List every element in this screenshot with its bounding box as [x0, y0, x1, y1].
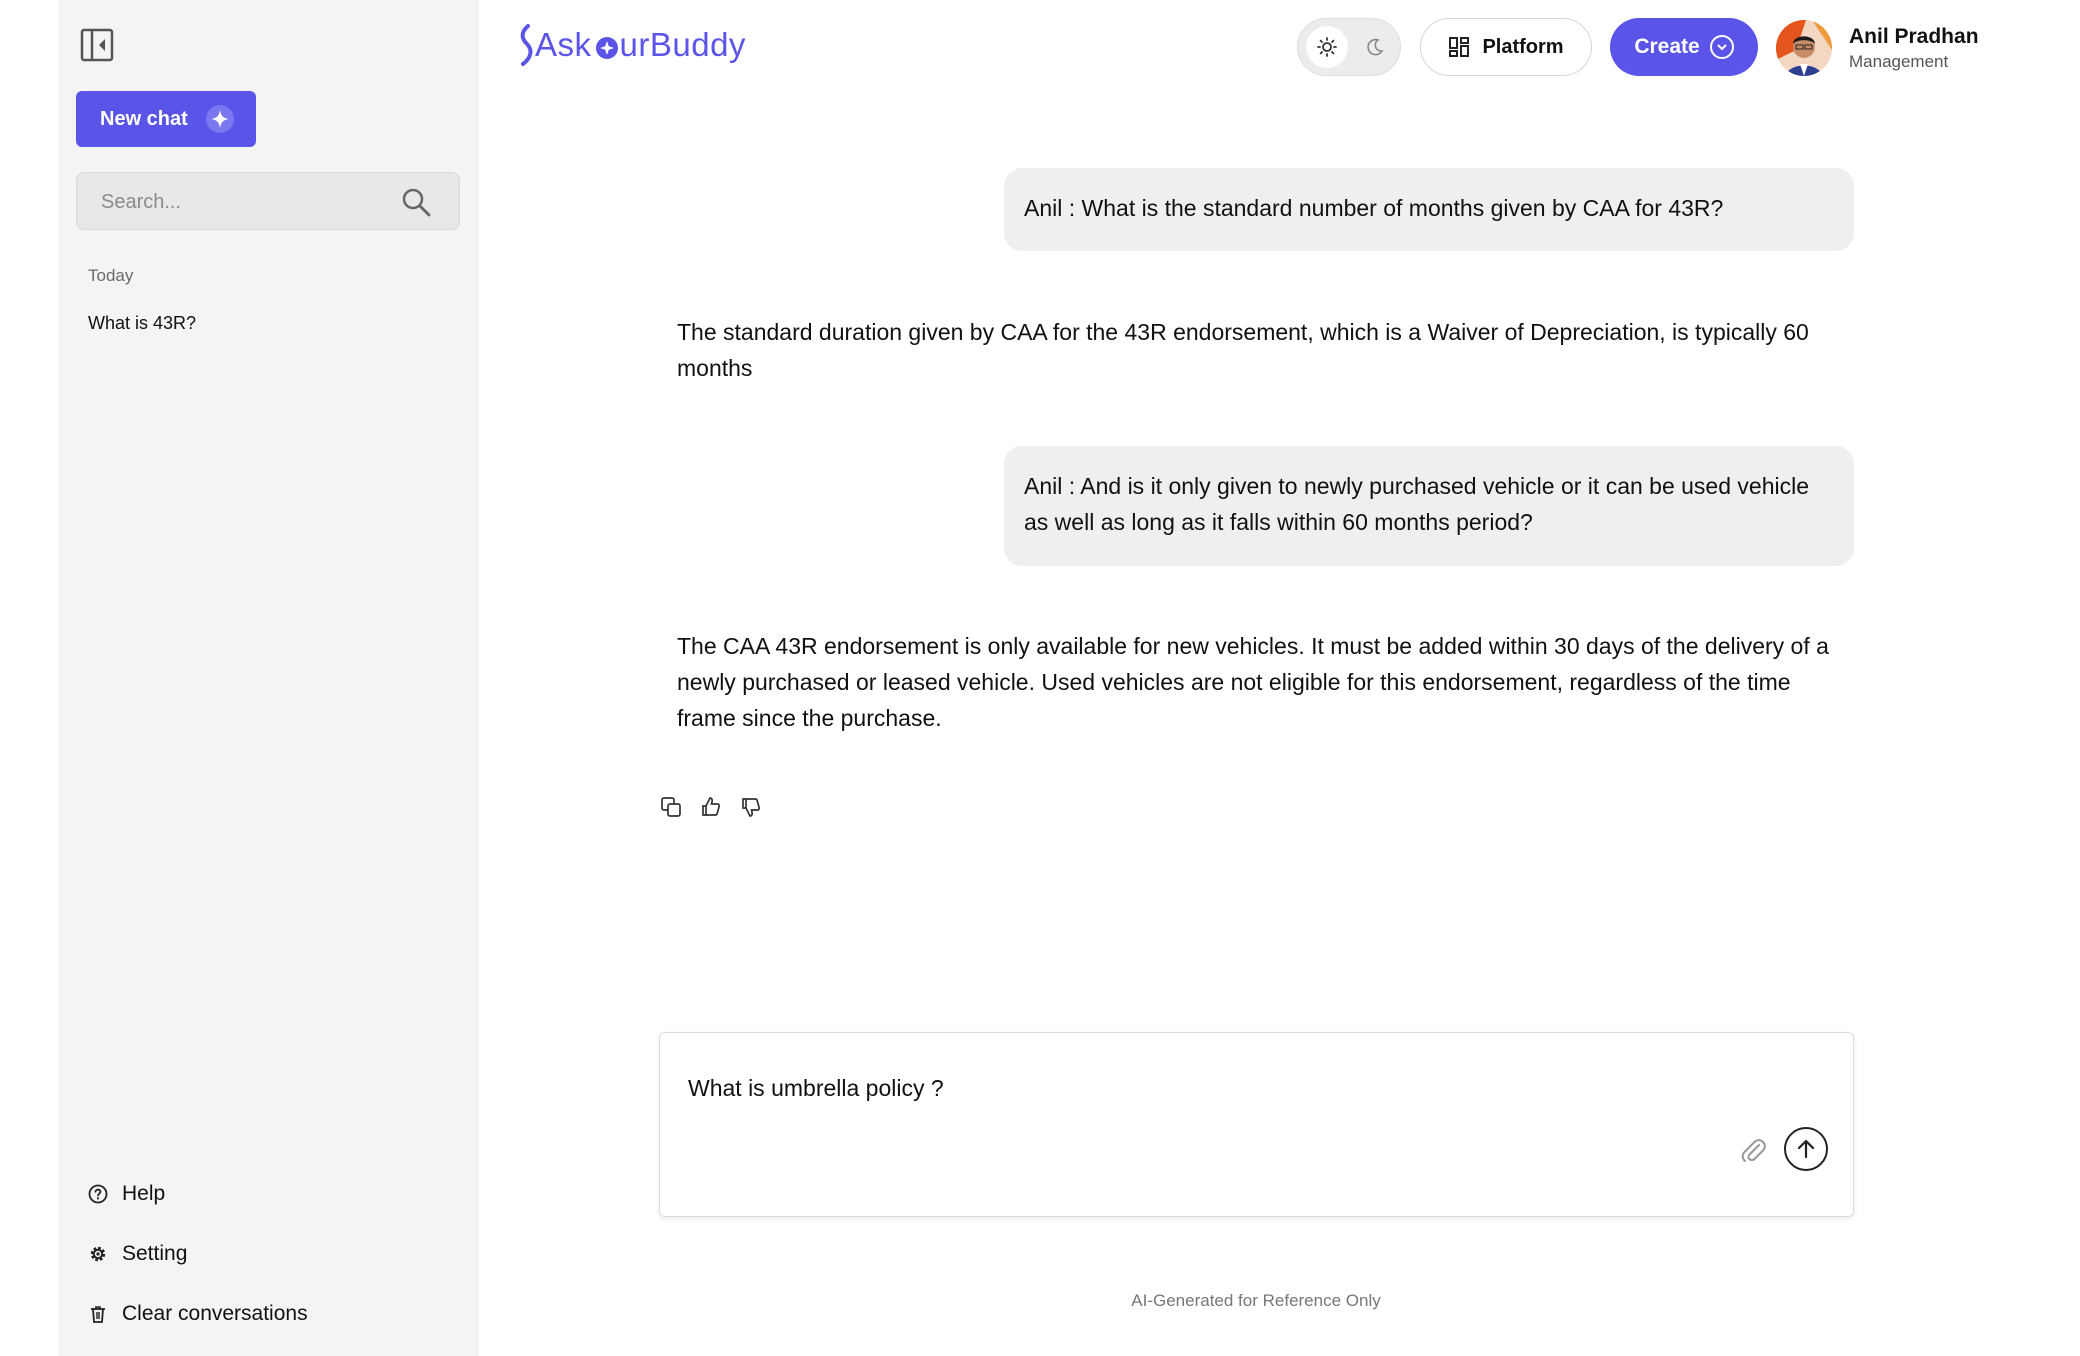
help-icon [88, 1183, 110, 1205]
paperclip-icon[interactable] [1736, 1133, 1770, 1167]
clear-conversations-label: Clear conversations [122, 1302, 308, 1325]
assistant-message: The CAA 43R endorsement is only available for new vehicles. It must be added within 30 days of the delivery of a newly purchased or leased vehicle. Used vehicles are not eligible for this endorsement, regardless of the time frame since the purchase. [677, 633, 1829, 731]
user-name: Anil Pradhan [1849, 25, 1979, 48]
sidebar [58, 0, 479, 1356]
sparkle-icon [206, 105, 234, 133]
logo-star-icon [595, 36, 619, 60]
platform-button[interactable] [1420, 18, 1592, 76]
history-item[interactable]: What is 43R? [88, 313, 197, 333]
copy-icon[interactable] [658, 794, 684, 820]
avatar[interactable] [1776, 20, 1832, 76]
user-message: Anil : And is it only given to newly purchased vehicle or it can be used vehicle as well as long as it falls within 60 months period? [1004, 446, 1854, 566]
logo-mark-icon [519, 24, 535, 66]
new-chat-button[interactable] [76, 91, 256, 147]
new-chat-label: New chat [100, 107, 188, 130]
search-input[interactable] [77, 173, 403, 231]
theme-toggle[interactable] [1297, 18, 1401, 76]
user-role: Management [1849, 52, 1949, 71]
setting-label: Setting [122, 1242, 188, 1265]
disclaimer-text: AI-Generated for Reference Only [1131, 1291, 1381, 1310]
help-link[interactable] [88, 1182, 165, 1206]
search-icon[interactable] [401, 187, 431, 222]
send-button[interactable] [1784, 1127, 1828, 1171]
section-label-today: Today [88, 266, 134, 285]
logo-prefix: Ask [535, 26, 592, 63]
logo-suffix: urBuddy [619, 26, 746, 63]
chevron-down-icon [1710, 35, 1734, 59]
message-composer [659, 1032, 1854, 1217]
create-button[interactable] [1610, 18, 1758, 76]
grid-icon [1448, 36, 1470, 58]
setting-link[interactable] [88, 1242, 187, 1266]
search-box [76, 172, 460, 230]
arrow-up-icon [1795, 1138, 1817, 1160]
gear-icon [88, 1243, 110, 1265]
app-logo[interactable] [519, 24, 746, 66]
help-label: Help [122, 1182, 166, 1205]
create-label: Create [1634, 35, 1700, 58]
platform-label: Platform [1482, 35, 1564, 58]
moon-icon[interactable] [1354, 26, 1396, 68]
message-input[interactable] [686, 1073, 1690, 1117]
message-actions [658, 794, 764, 820]
thumbs-down-icon[interactable] [738, 794, 764, 820]
thumbs-up-icon[interactable] [698, 794, 724, 820]
user-message: Anil : What is the standard number of months given by CAA for 43R? [1004, 168, 1854, 251]
assistant-message: The standard duration given by CAA for the 43R endorsement, which is a Waiver of Depreciation, is typically 60 months [677, 319, 1809, 381]
sidebar-collapse-icon[interactable] [80, 28, 116, 64]
sun-icon[interactable] [1306, 26, 1348, 68]
